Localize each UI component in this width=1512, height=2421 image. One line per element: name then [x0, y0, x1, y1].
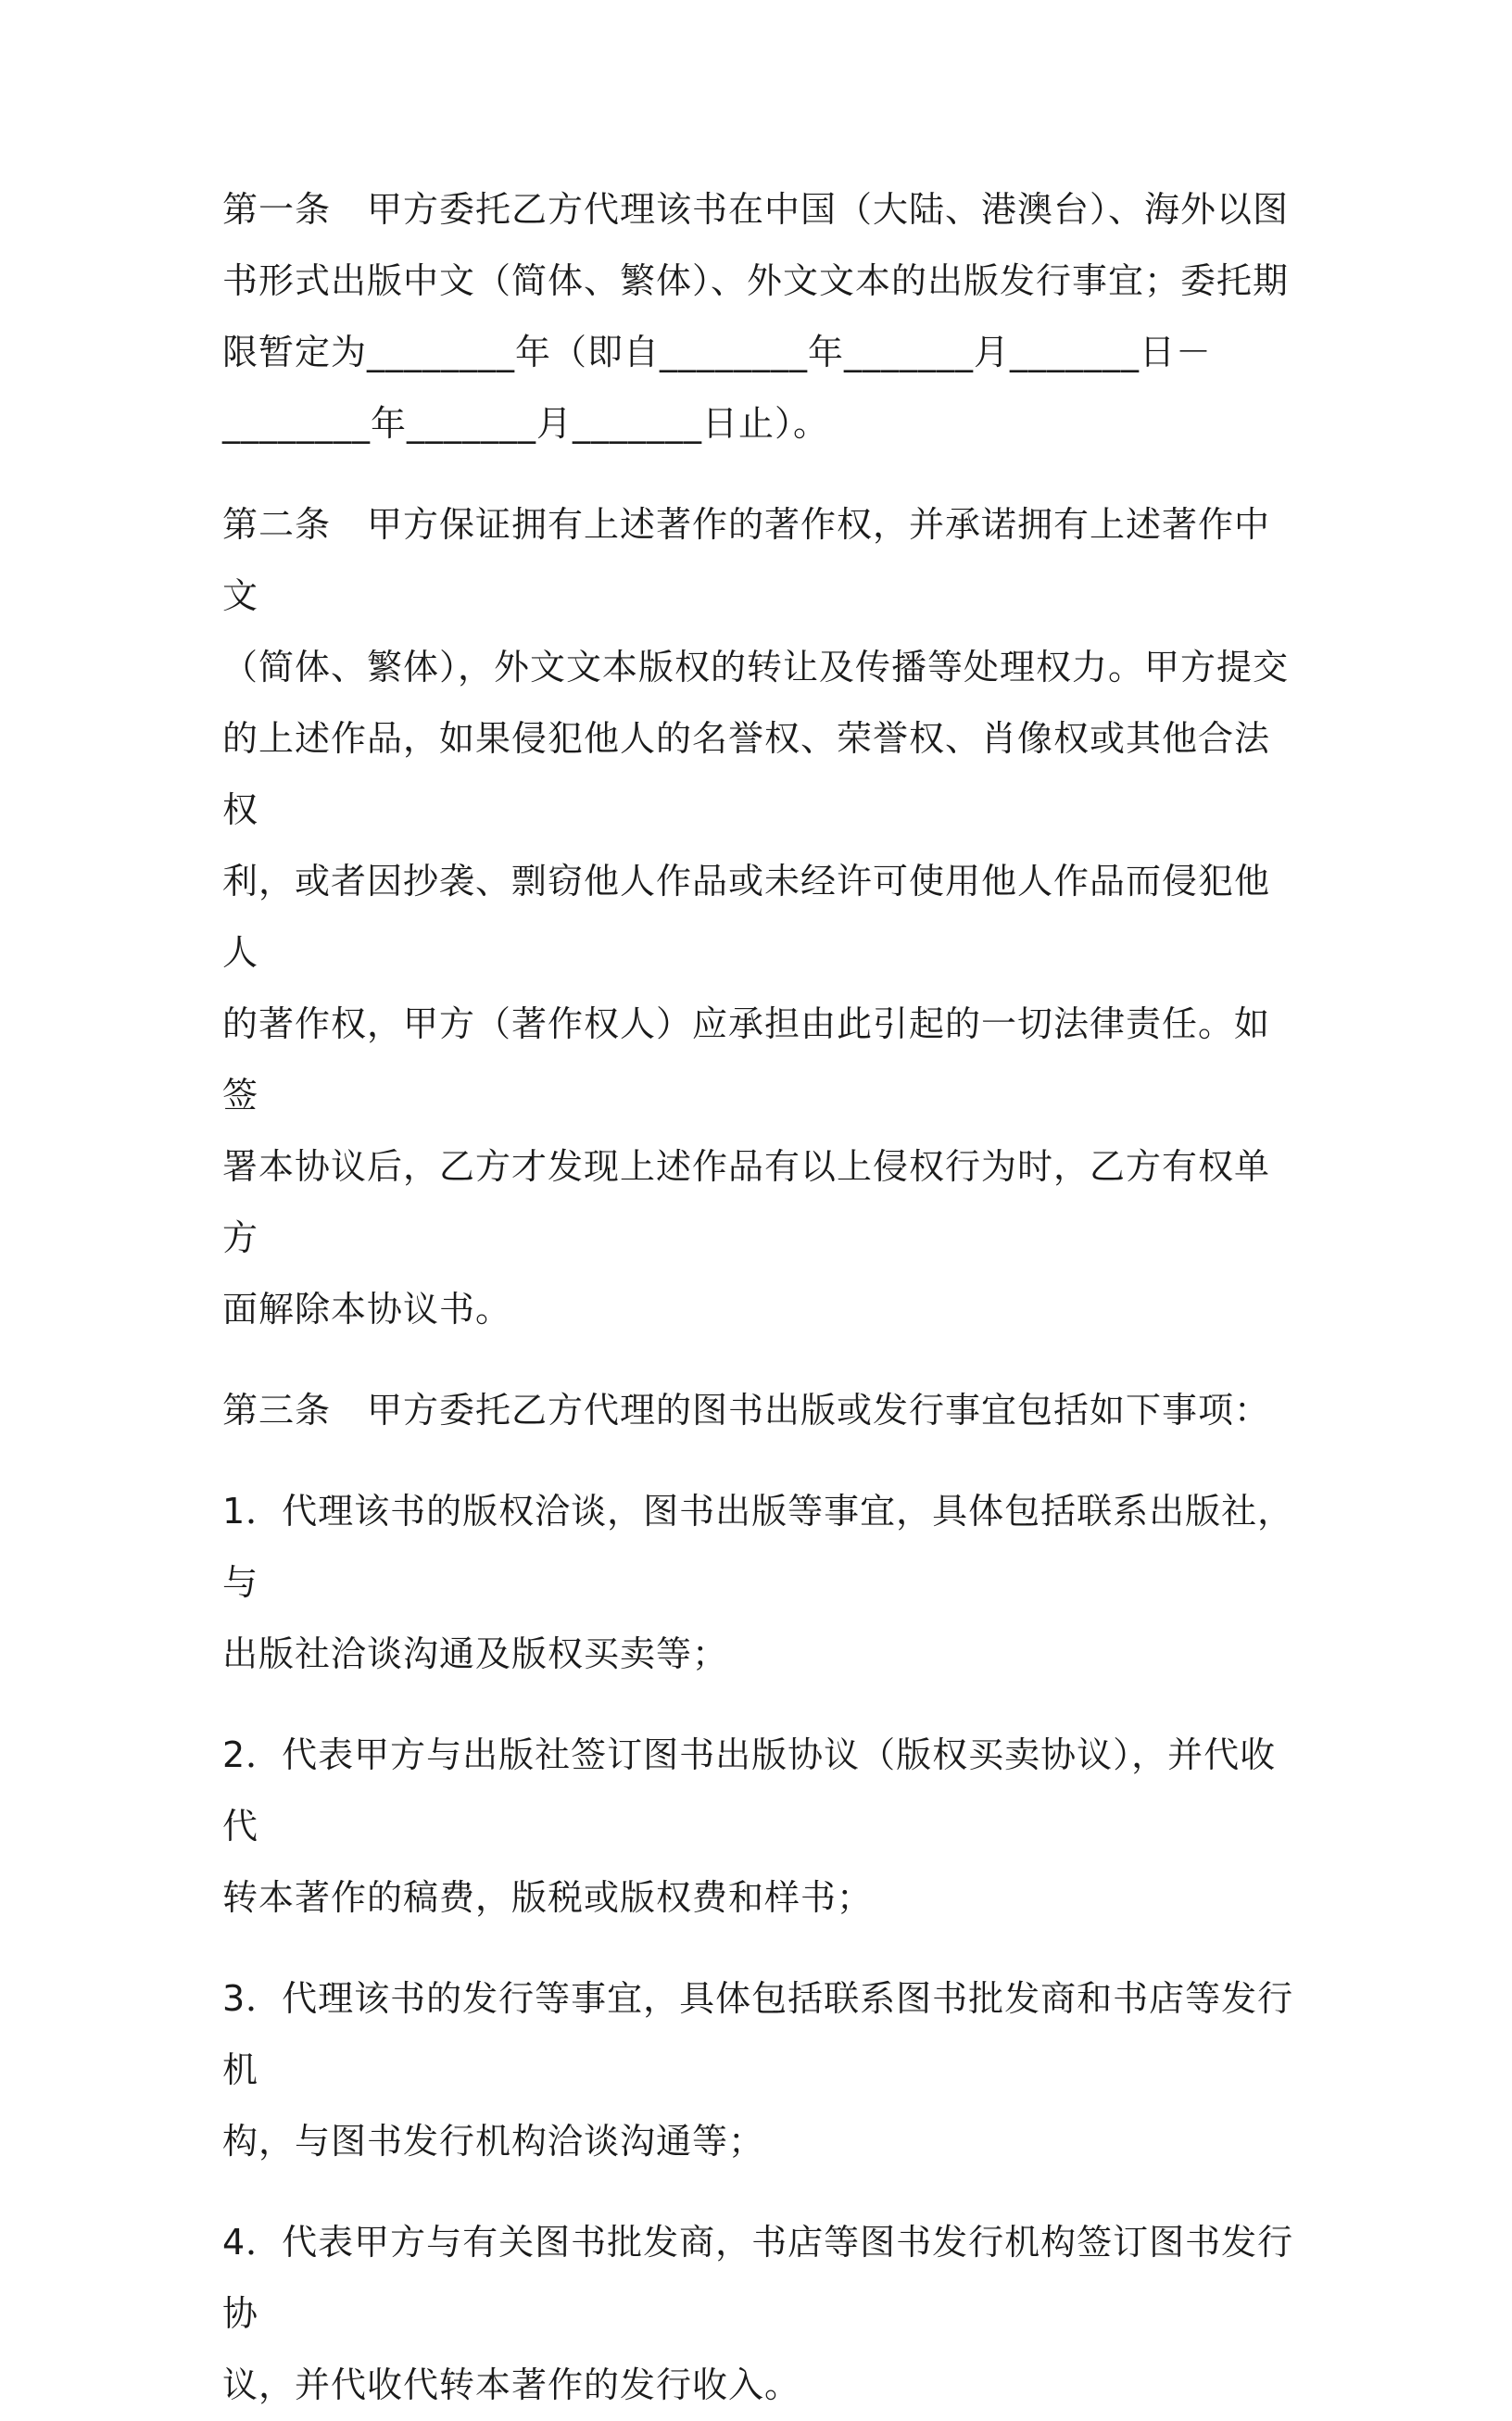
text-line: 议，并代收代转本著作的发行收入。: [222, 2364, 801, 2405]
text-line: 转本著作的稿费，版税或版权费和样书；: [222, 1877, 874, 1918]
text-line: 书形式出版中文（简体、繁体）、外文文本的出版发行事宜；委托期: [222, 260, 1290, 301]
text-line: 限暂定为________年（即自________年_______月_______日－: [222, 332, 1213, 372]
text-line: 1．代理该书的版权洽谈，图书出版等事宜，具体包括联系出版社，与: [222, 1491, 1294, 1603]
paragraph-gap: [222, 1934, 1297, 1963]
text-line: 的著作权，甲方（著作权人）应承担由此引起的一切法律责任。如签: [222, 1003, 1271, 1116]
text-line: 构，与图书发行机构洽谈沟通等；: [222, 2121, 765, 2162]
text-line: ________年_______月_______日止）。: [222, 403, 830, 444]
paragraph-gap: [222, 1690, 1297, 1720]
text-line: （简体、繁体），外文文本版权的转让及传播等处理权力。甲方提交: [222, 647, 1290, 687]
document-page: [222, 174, 1297, 2421]
text-line: 利，或者因抄袭、剽窃他人作品或未经许可使用他人作品而侵犯他人: [222, 861, 1271, 973]
paragraph-gap: [222, 460, 1297, 489]
paragraph-gap: [222, 1345, 1297, 1375]
paragraph-gap: [222, 2177, 1297, 2207]
text-line: 面解除本协议书。: [222, 1289, 512, 1330]
text-line: 第一条 甲方委托乙方代理该书在中国（大陆、港澳台）、海外以图: [222, 189, 1290, 230]
text-line: 出版社洽谈沟通及版权买卖等；: [222, 1633, 729, 1674]
text-line: 第三条 甲方委托乙方代理的图书出版或发行事宜包括如下事项：: [222, 1390, 1271, 1431]
article-2-paragraph: [222, 489, 1297, 1345]
article-1-paragraph: [222, 174, 1297, 460]
text-line: 的上述作品，如果侵犯他人的名誉权、荣誉权、肖像权或其他合法权: [222, 718, 1271, 830]
list-item-1: [222, 1476, 1297, 1690]
paragraph-gap: [222, 1446, 1297, 1476]
text-line: 4．代表甲方与有关图书批发商，书店等图书发行机构签订图书发行协: [222, 2222, 1294, 2334]
list-item-4: [222, 2207, 1297, 2421]
text-line: 署本协议后，乙方才发现上述作品有以上侵权行为时，乙方有权单方: [222, 1146, 1271, 1258]
text-line: 3．代理该书的发行等事宜，具体包括联系图书批发商和书店等发行机: [222, 1978, 1294, 2090]
list-item-2: [222, 1720, 1297, 1934]
list-item-3: [222, 1963, 1297, 2177]
text-line: 2．代表甲方与出版社签订图书出版协议（版权买卖协议），并代收代: [222, 1734, 1277, 1847]
text-line: 第二条 甲方保证拥有上述著作的著作权，并承诺拥有上述著作中文: [222, 504, 1271, 616]
article-3-paragraph: [222, 1375, 1297, 1446]
